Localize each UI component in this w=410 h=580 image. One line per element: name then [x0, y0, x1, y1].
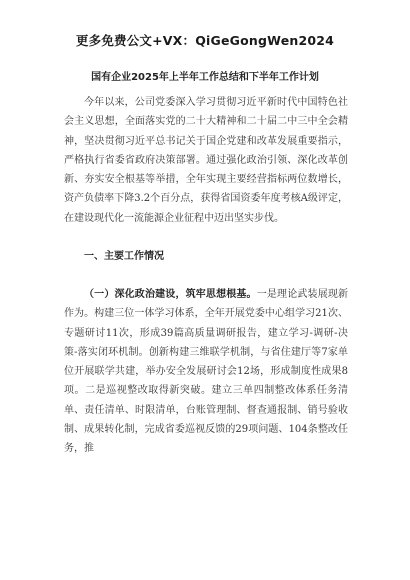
- promo-header: 更多免费公文+VX：QiGeGongWen2024: [75, 33, 335, 48]
- intro-paragraph: 今年以来，公司党委深入学习贯彻习近平新时代中国特色社会主义思想，全面落实党的二十大精神和二十届二中三中全会精神，坚决贯彻习近平总书记关于国企党建和改革发展重要指示，严格执行省委省政府决策部署。通过强化政治引领、深化改革创新、夯实安全根基等举措，全年实现主要经营指标两位数增长，资产负债率下降3.2个百分点，获得省国资委年度考核A级评定，在建设现代化一流能源企业征程中迈出坚实步伐。: [64, 97, 348, 224]
- subsection-text: 一是理论武装展现新作为。构建三位一体学习体系，全年开展党委中心组学习21次、专题研讨11次，形成39篇高质量调研报告，建立学习-调研-决策-落实闭环机制。创新构建三维联学机制，与省住建厅等7家单位开展联学共建，举办安全发展研讨会12场，形成制度性成果8项。二是巡视整改取得新突破。建立三单四制整改体系任务清单、责任清单、时限清单，台账管理制、督查通报制、销号验收制、成果转化制，完成省委巡视反馈的29项问题、104条整改任务，推: [64, 289, 349, 455]
- section-heading: 一、主要工作情况: [84, 251, 164, 262]
- subsection-paragraph: [64, 285, 348, 459]
- document-title: 国有企业2025年上半年工作总结和下半年工作计划: [91, 72, 319, 83]
- subsection-lead: （一）深化政治建设，筑牢思想根基。: [84, 289, 257, 300]
